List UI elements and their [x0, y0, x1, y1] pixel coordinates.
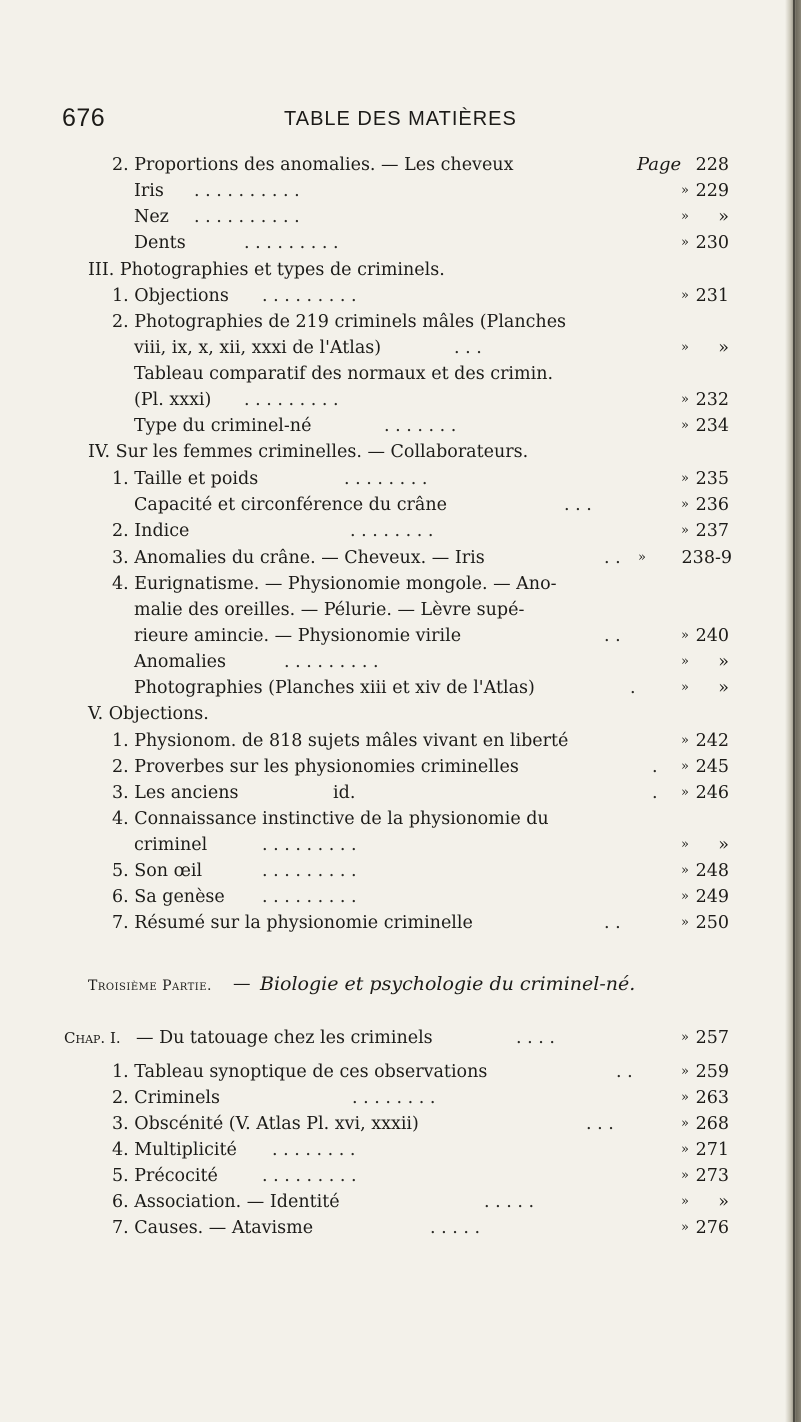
toc-entry [134, 413, 742, 439]
toc-entry [112, 1059, 742, 1085]
leader-dots: . . [616, 1062, 633, 1082]
toc-entry-label: 4. Multiplicité [112, 1140, 237, 1160]
page-word: Page [637, 154, 682, 175]
leader-dots: . . . . . . . . . . [194, 181, 300, 201]
toc-entry [134, 623, 742, 649]
toc-entry [112, 1111, 742, 1137]
ditto-mark: » [681, 497, 689, 512]
toc-entry-label: (Pl. xxxi) [134, 390, 212, 410]
ditto-mark: » [681, 889, 689, 904]
leader-dots: . . . . . . . . . [244, 233, 339, 253]
toc-entry [134, 230, 742, 256]
toc-entry-page: 259 [695, 1062, 729, 1082]
toc-entry-label: 7. Résumé sur la physionomie criminelle [112, 913, 473, 933]
toc-entry-label: 5. Précocité [112, 1166, 218, 1186]
leader-dots: . . . . . . . . [350, 521, 434, 541]
ditto-mark: » [681, 759, 689, 774]
toc-entry [134, 178, 742, 204]
toc-entry-label: 3. Anomalies du crâne. — Cheveux. — Iris [112, 548, 485, 568]
ditto-mark: » [681, 915, 689, 930]
leader-dots: . . . . . . . . . . [194, 207, 300, 227]
ditto-mark: » [638, 550, 646, 565]
toc-entry-page: 235 [695, 469, 729, 489]
ditto-mark: » [681, 628, 689, 643]
toc-entry-page: 242 [695, 731, 729, 751]
toc-entry [112, 884, 742, 910]
leader-dots: . . . . . . . [384, 416, 457, 436]
toc-entry-label: Capacité et circonférence du crâne [134, 495, 447, 515]
toc-entry [134, 204, 742, 230]
toc-entry [112, 309, 742, 335]
ditto-mark: » [681, 837, 689, 852]
ditto-mark: » [681, 654, 689, 669]
toc-entry-page: » [718, 652, 729, 672]
ditto-mark: » [681, 392, 689, 407]
leader-dots: . [652, 783, 658, 803]
toc-entry [112, 152, 742, 178]
toc-entry-page: 245 [695, 757, 729, 777]
toc-entry-page: 240 [695, 626, 729, 646]
toc-entry-label: 2. Proverbes sur les physionomies criminelles [112, 757, 519, 777]
toc-entry-page: » [718, 835, 729, 855]
toc-entry [112, 754, 742, 780]
toc-entry-page: 230 [695, 233, 729, 253]
toc-entry-label: Dents [134, 233, 186, 253]
ditto-mark: » [681, 1090, 689, 1105]
toc-entry [134, 335, 742, 361]
toc-entry-label: 2. Indice [112, 521, 190, 541]
leader-dots: . . [604, 913, 621, 933]
ditto-mark: » [681, 1194, 689, 1209]
toc-entry-label: 1. Objections [112, 286, 229, 306]
toc-entry [112, 780, 742, 806]
toc-entry-label: 1. Tableau synoptique de ces observations [112, 1062, 488, 1082]
toc-entry-label: 3. Les anciens id. [112, 783, 356, 803]
leader-dots: . . [604, 548, 621, 568]
toc-entry-label: Iris [134, 181, 164, 201]
toc-entry-label: 6. Sa genèse [112, 887, 225, 907]
toc-entry-page: 231 [695, 286, 729, 306]
toc-entry-label: 5. Son œil [112, 861, 203, 881]
toc-entry-label: 1. Taille et poids [112, 469, 259, 489]
leader-dots: . . . . . . . . . [262, 887, 357, 907]
toc-entry [112, 1085, 742, 1111]
toc-entry [112, 1215, 742, 1241]
ditto-mark: » [681, 340, 689, 355]
leader-dots: . . . . . . . . [344, 469, 428, 489]
toc-entry [134, 361, 742, 387]
chapter-title: — Du tatouage chez les criminels [136, 1028, 433, 1048]
leader-dots: . . . . . [430, 1218, 481, 1238]
ditto-mark: » [681, 471, 689, 486]
page-number: 676 [62, 104, 106, 132]
toc-entry-label: V. Objections. [88, 704, 209, 724]
leader-dots: . [630, 678, 636, 698]
toc-entry-page: 271 [695, 1140, 729, 1160]
toc-entry-page: » [718, 1192, 729, 1212]
part-label: Troisième Partie. [88, 978, 212, 994]
toc-entry [112, 910, 742, 936]
leader-dots: . . . . . . . . . [262, 835, 357, 855]
toc-entry-page: 236 [695, 495, 729, 515]
toc-entry [134, 492, 742, 518]
toc-entry-label: Nez [134, 207, 169, 227]
toc-entry [134, 649, 742, 675]
toc-entry-label: viii, ix, x, xii, xxxi de l'Atlas) [134, 338, 382, 358]
ditto-mark: » [681, 418, 689, 433]
leader-dots: . . . . [516, 1028, 555, 1048]
ditto-mark: » [681, 288, 689, 303]
toc-entry-label: III. Photographies et types de criminels. [88, 260, 445, 280]
toc-entry-label: 2. Photographies de 219 criminels mâles (Planches [112, 312, 567, 332]
ditto-mark: » [681, 209, 689, 224]
leader-dots: . . . . . . . . . [262, 1166, 357, 1186]
toc-entry-label: 2. Proportions des anomalies. — Les cheveux [112, 155, 514, 175]
toc-entry [112, 858, 742, 884]
ditto-mark: » [681, 1142, 689, 1157]
toc-entry-page: 228 [695, 155, 729, 175]
toc-entry-page: 250 [695, 913, 729, 933]
toc-entry-page: 273 [695, 1166, 729, 1186]
ditto-mark: » [681, 1220, 689, 1235]
ditto-mark: » [681, 1030, 689, 1045]
toc-entry-page: » [718, 678, 729, 698]
running-title: TABLE DES MATIÈRES [284, 108, 517, 130]
toc-entry-page: » [718, 338, 729, 358]
toc-entry [112, 728, 742, 754]
ditto-mark: » [681, 235, 689, 250]
toc-entry [134, 675, 742, 701]
part-heading [88, 971, 742, 1001]
ditto-mark: » [681, 523, 689, 538]
toc-entry-page: 229 [695, 181, 729, 201]
leader-dots: . . . . . [484, 1192, 535, 1212]
leader-dots: . . . [564, 495, 592, 515]
leader-dots: . . . [454, 338, 482, 358]
toc-section-heading [88, 701, 742, 727]
toc-entry-label: 1. Physionom. de 818 sujets mâles vivant en liberté [112, 731, 569, 751]
toc-entry [112, 806, 742, 832]
leader-dots: . [652, 757, 658, 777]
leader-dots: . . . . . . . . . [284, 652, 379, 672]
leader-dots: . . . . . . . . . [262, 286, 357, 306]
ditto-mark: » [681, 1168, 689, 1183]
toc-entry-page: 268 [695, 1114, 729, 1134]
toc-entry [112, 1163, 742, 1189]
toc-entry-page: 257 [695, 1028, 729, 1048]
toc-entry-page: 263 [695, 1088, 729, 1108]
toc-section-heading [88, 439, 742, 465]
toc-entry-page: 276 [695, 1218, 729, 1238]
toc-entry-page: 249 [695, 887, 729, 907]
toc-entry [112, 571, 742, 597]
toc-entry [134, 387, 742, 413]
toc-entry-page: 246 [695, 783, 729, 803]
toc-entry-label: Type du criminel-né [134, 416, 312, 436]
toc-entry [134, 597, 742, 623]
ditto-mark: » [681, 183, 689, 198]
toc-entry-label: 2. Criminels [112, 1088, 221, 1108]
toc-entry-label: 7. Causes. — Atavisme [112, 1218, 314, 1238]
book-gutter-line [793, 0, 795, 1422]
toc-entry-page: 238-9 [681, 548, 732, 568]
toc-entry [112, 466, 742, 492]
leader-dots: . . . . . . . . . [244, 390, 339, 410]
leader-dots: . . . . . . . . [352, 1088, 436, 1108]
toc-entry-label: 3. Obscénité (V. Atlas Pl. xvi, xxxii) [112, 1114, 419, 1134]
ditto-mark: » [681, 863, 689, 878]
ditto-mark: » [681, 785, 689, 800]
toc-entry [112, 1137, 742, 1163]
toc-entry-label: rieure amincie. — Physionomie virile [134, 626, 462, 646]
toc-entry [112, 283, 742, 309]
toc-entry-label: IV. Sur les femmes criminelles. — Collaborateurs. [88, 442, 529, 462]
toc-entry [112, 1189, 742, 1215]
toc-entry-page: 234 [695, 416, 729, 436]
toc-entry-page: » [718, 207, 729, 227]
toc-entry-page: 248 [695, 861, 729, 881]
leader-dots: . . . [586, 1114, 614, 1134]
toc-entry-label: malie des oreilles. — Pélurie. — Lèvre supé- [134, 600, 525, 620]
toc-entry [112, 518, 742, 544]
leader-dots: . . [604, 626, 621, 646]
chapter-heading [64, 1025, 742, 1051]
leader-dots: . . . . . . . . [272, 1140, 356, 1160]
leader-dots: . . . . . . . . . [262, 861, 357, 881]
toc-entry-label: Tableau comparatif des normaux et des crimin. [134, 364, 554, 384]
toc-entry-label: 6. Association. — Identité [112, 1192, 340, 1212]
toc-entry-label: Anomalies [134, 652, 227, 672]
ditto-mark: » [681, 1064, 689, 1079]
toc-entry-page: 232 [695, 390, 729, 410]
part-title: Biologie et psychologie du criminel-né. [260, 973, 636, 995]
toc-entry [134, 832, 742, 858]
part-dash: — [233, 974, 251, 994]
ditto-mark: » [681, 680, 689, 695]
page-header [62, 104, 742, 138]
ditto-mark: » [681, 733, 689, 748]
toc-entry-label: criminel [134, 835, 208, 855]
toc-entry-label: 4. Eurignatisme. — Physionomie mongole. — Ano- [112, 574, 557, 594]
toc-entry-label: 4. Connaissance instinctive de la physionomie du [112, 809, 549, 829]
ditto-mark: » [681, 1116, 689, 1131]
toc-entry-label: Photographies (Planches xiii et xiv de l'Atlas) [134, 678, 535, 698]
chapter-label: Chap. I. [64, 1029, 121, 1047]
toc-entry [112, 545, 742, 571]
toc-entry-page: 237 [695, 521, 729, 541]
toc-section-heading [88, 257, 742, 283]
